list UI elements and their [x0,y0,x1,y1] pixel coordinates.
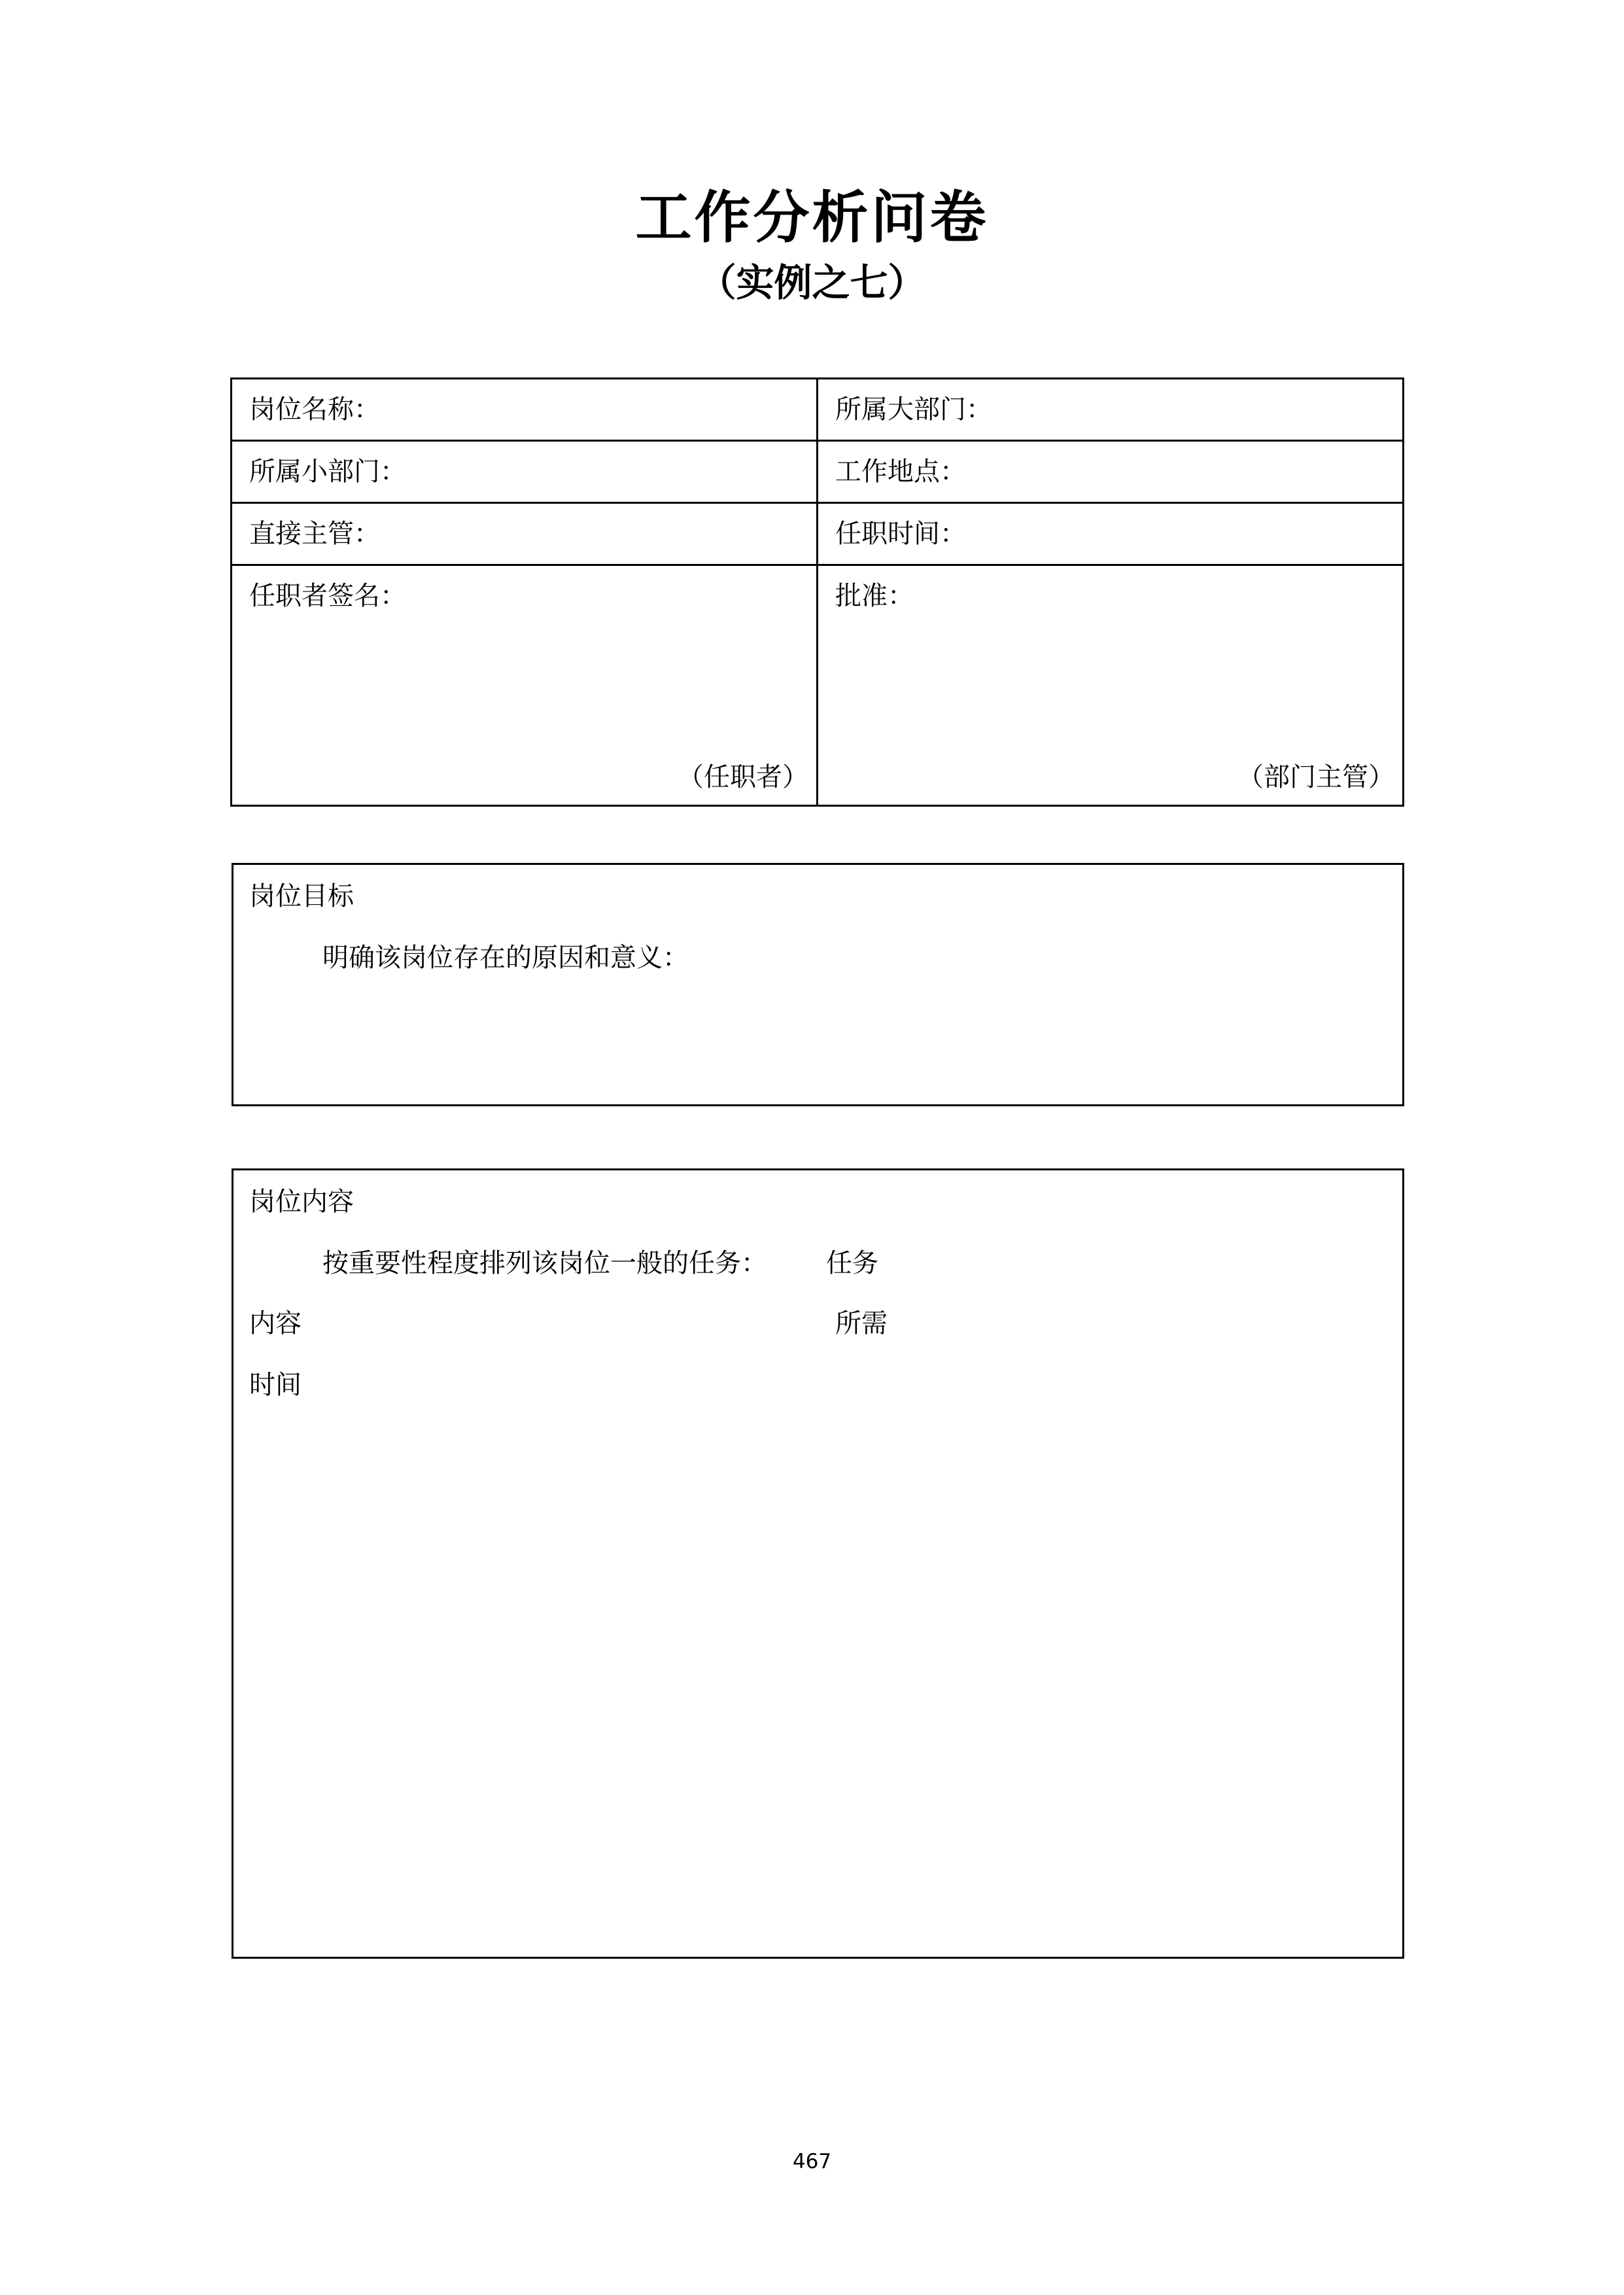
position-content-prompt: 按重要性程度排列该岗位一般的任务： [322,1248,767,1278]
time-column-label: 时间 [249,1370,302,1400]
tenure-label: 任职时间： [835,519,966,550]
task-column-label: 任务 [826,1248,878,1278]
position-content-heading: 岗位内容 [249,1187,354,1217]
document-title: 工作分析问卷 [635,185,989,251]
minor-department-label: 所属小部门： [249,457,406,487]
tenure-field[interactable] [818,503,1404,565]
position-content-section[interactable] [232,1168,1404,1959]
table-row [232,379,1404,441]
document-subtitle: （实例之七） [698,260,926,305]
required-column-label: 所需 [835,1308,888,1339]
position-goal-prompt: 明确该岗位存在的原因和意义： [322,943,689,973]
position-name-label: 岗位名称： [249,394,380,425]
table-row [232,565,1404,806]
position-name-field[interactable] [232,379,818,441]
minor-department-field[interactable] [232,441,818,503]
employee-signature-label: 任职者签名： [249,581,406,612]
direct-supervisor-field[interactable] [232,503,818,565]
work-location-label: 工作地点： [835,457,966,487]
position-goal-section[interactable] [232,863,1404,1106]
work-location-field[interactable] [818,441,1404,503]
content-column-label: 内容 [249,1308,302,1339]
major-department-field[interactable] [818,379,1404,441]
approval-field[interactable] [818,565,1404,806]
employee-signature-field[interactable] [232,565,818,806]
approval-note: （部门主管） [1237,762,1394,792]
page-number: 467 [792,2150,832,2173]
major-department-label: 所属大部门： [835,394,992,425]
position-goal-heading: 岗位目标 [249,881,354,911]
direct-supervisor-label: 直接主管： [249,519,380,550]
approval-label: 批准： [835,581,914,612]
table-row [232,441,1404,503]
table-row [232,503,1404,565]
basic-info-table [230,377,1404,807]
employee-signature-note: （任职者） [678,762,808,792]
